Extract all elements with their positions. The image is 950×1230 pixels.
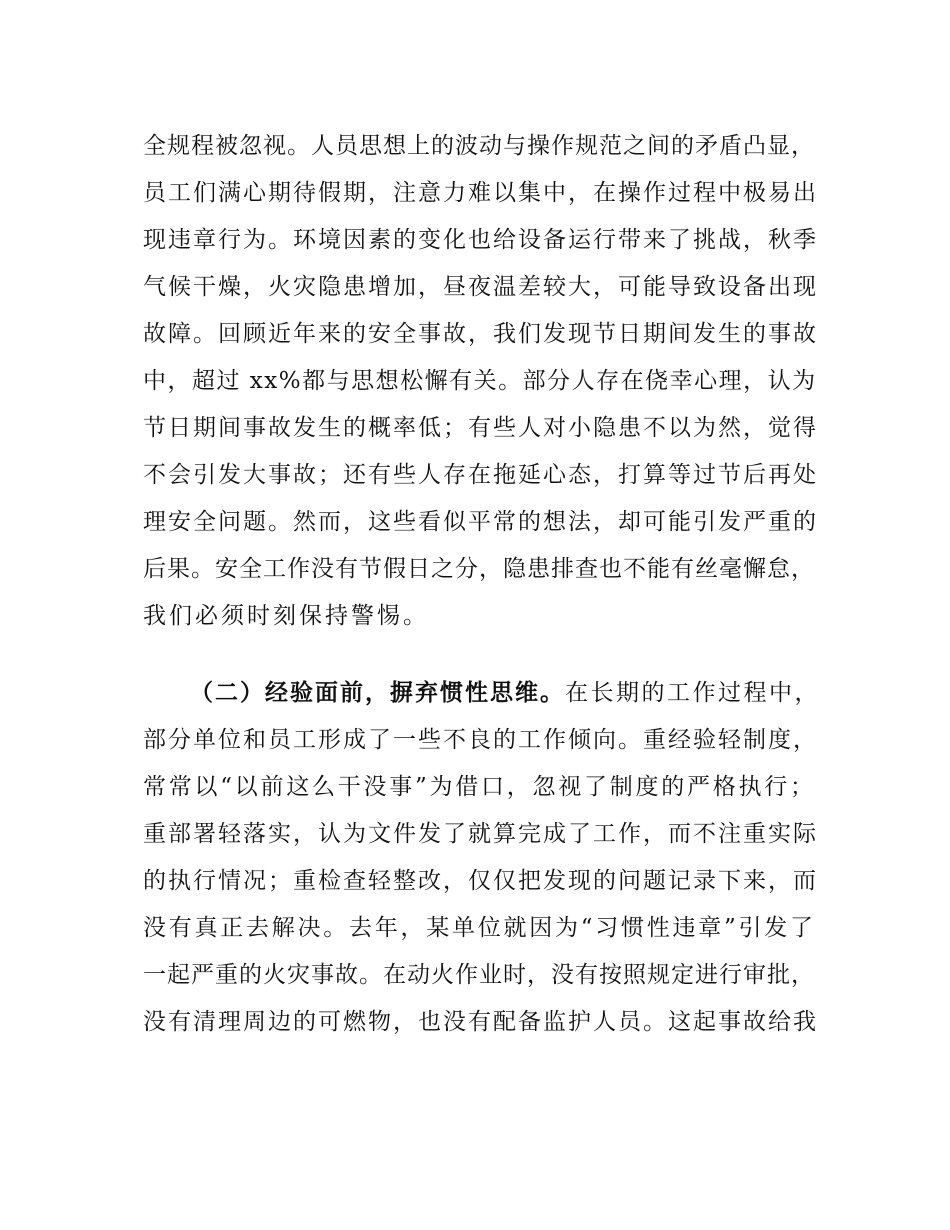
- text-line: 气候干燥，火灾隐患增加，昼夜温差较大，可能导致设备出现: [143, 274, 818, 300]
- text-line: 全规程被忽视。人员思想上的波动与操作规范之间的矛盾凸显，: [143, 133, 815, 159]
- text-line: 不会引发大事故；还有些人存在拖延心态，打算等过节后再处: [143, 462, 818, 488]
- text-line: 故障。回顾近年来的安全事故，我们发现节日期间发生的事故: [143, 321, 818, 347]
- text-line: 中，超过 xx%都与思想松懈有关。部分人存在侥幸心理，认为: [143, 368, 817, 394]
- text-line: 没有真正去解决。去年，某单位就因为“习惯性违章”引发了: [143, 915, 816, 941]
- text-line: 部分单位和员工形成了一些不良的工作倾向。重经验轻制度，: [143, 727, 818, 753]
- text-line: 没有清理周边的可燃物，也没有配备监护人员。这起事故给我: [143, 1009, 818, 1035]
- text-line: 我们必须时刻保持警惕。: [143, 603, 429, 629]
- section-first-line: [190, 678, 820, 708]
- text-line: 理安全问题。然而，这些看似平常的想法，却可能引发严重的: [143, 509, 818, 535]
- text-line: 后果。安全工作没有节假日之分，隐患排查也不能有丝毫懈怠，: [143, 556, 815, 582]
- text-line: 重部署轻落实，认为文件发了就算完成了工作，而不注重实际: [143, 821, 818, 847]
- text-line: 现违章行为。环境因素的变化也给设备运行带来了挑战，秋季: [143, 227, 818, 253]
- section-heading: （二）经验面前，摒弃惯性思维。: [190, 680, 565, 706]
- text-line: 常常以“以前这么干没事”为借口，忽视了制度的严格执行；: [143, 774, 816, 800]
- text-line: 节日期间事故发生的概率低；有些人对小隐患不以为然，觉得: [143, 415, 818, 441]
- section-first-line-text: 在长期的工作过程中，: [565, 680, 820, 706]
- text-line: 一起严重的火灾事故。在动火作业时，没有按照规定进行审批，: [143, 962, 815, 988]
- text-line: 的执行情况；重检查轻整改，仅仅把发现的问题记录下来，而: [143, 868, 818, 894]
- text-line: 员工们满心期待假期，注意力难以集中，在操作过程中极易出: [143, 180, 818, 206]
